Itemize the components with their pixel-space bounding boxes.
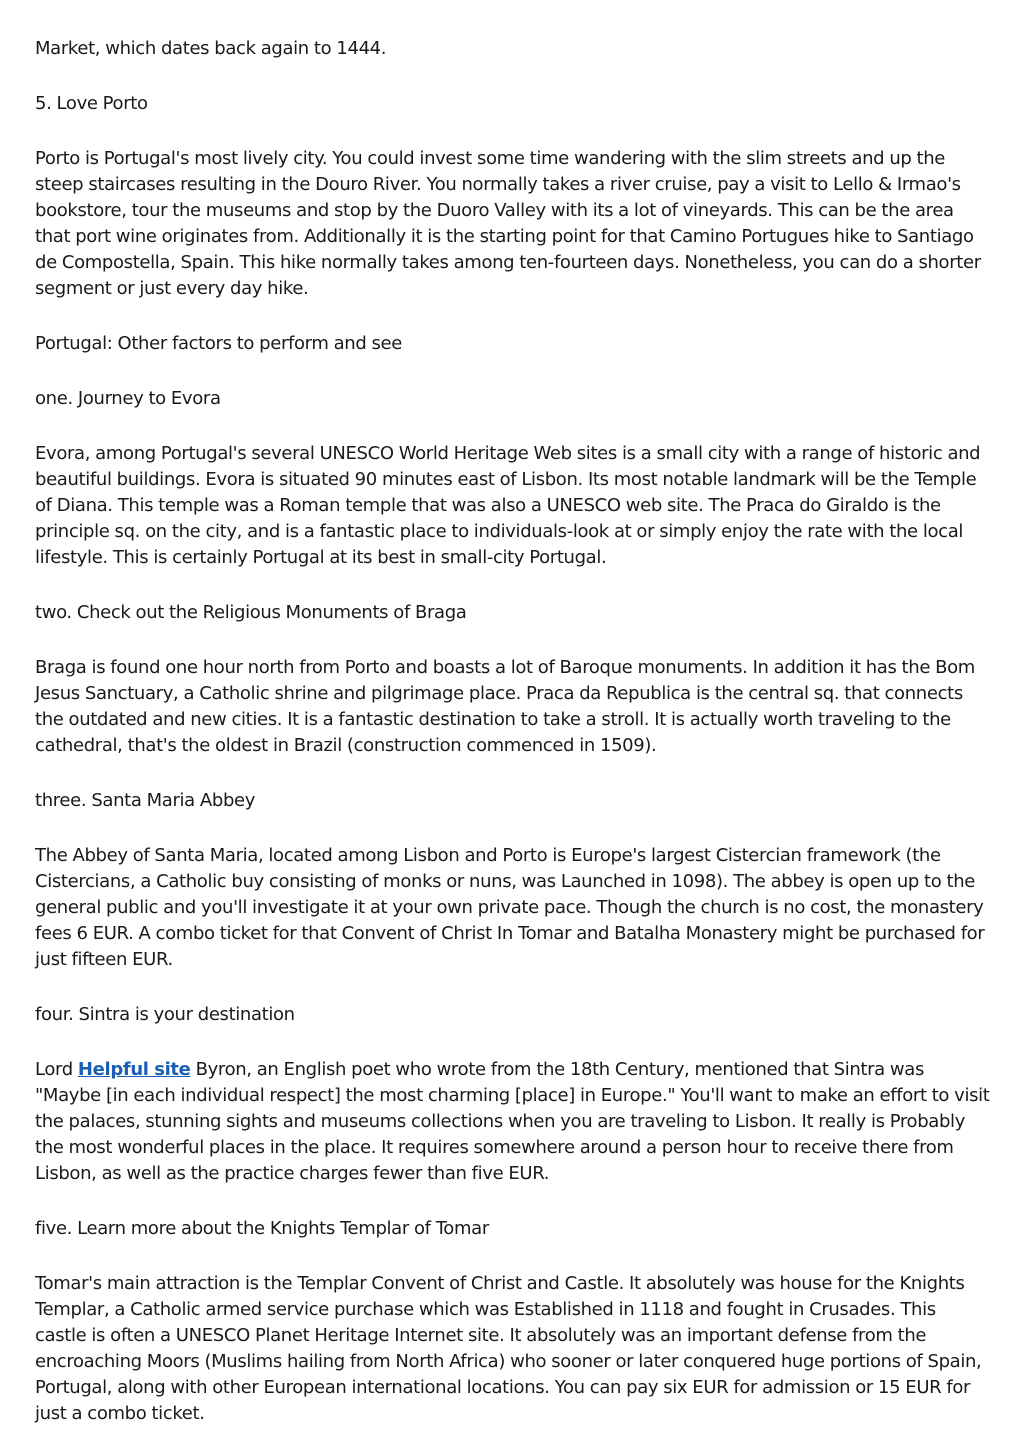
paragraph-santa-maria: The Abbey of Santa Maria, located among Lisbon and Porto is Europe's largest Cistercian framework (the Cistercians, a Catholic buy consisting of monks or nuns, was Launched in 1098). The abbey is open up to the general public and you'll investigate it at your own private pace. Though the church is no cost, the monastery fees 6 EUR. A combo ticket for that Convent of Christ In Tomar and Batalha Monastery might be purchased for just fifteen EUR. (35, 845, 985, 970)
heading-tomar: five. Learn more about the Knights Templar of Tomar (35, 1218, 489, 1239)
heading-braga: two. Check out the Religious Monuments of Braga (35, 602, 467, 623)
heading-love-porto: 5. Love Porto (35, 93, 148, 114)
helpful-site-link[interactable]: Helpful site (77, 1059, 191, 1080)
heading-other-things: Portugal: Other factors to perform and see (35, 333, 402, 354)
heading-evora: one. Journey to Evora (35, 388, 221, 409)
paragraph-tomar: Tomar's main attraction is the Templar Convent of Christ and Castle. It absolutely was house for the Knights Templar, a Catholic armed service purchase which was Established in 1118 and fought in Crusades. This castle is often a UNESCO Planet Heritage Internet site. It absolutely was an important defense from the encroaching Moors (Muslims hailing from North Africa) who sooner or later conquered huge portions of Spain, Portugal, along with other European international locations. You can pay six EUR for admission or 15 EUR for just a combo ticket. (35, 1273, 982, 1424)
paragraph-sintra (35, 1057, 990, 1187)
paragraph-braga: Braga is found one hour north from Porto and boasts a lot of Baroque monuments. In addition it has the Bom Jesus Sanctuary, a Catholic shrine and pilgrimage place. Praca da Republica is the central sq. that connects the outdated and new cities. It is a fantastic destination to take a stroll. It is actually worth traveling to the cathedral, that's the oldest in Brazil (construction commenced in 1509). (35, 657, 975, 756)
heading-sintra: four. Sintra is your destination (35, 1004, 295, 1025)
sintra-text-before: Lord (35, 1059, 73, 1080)
paragraph-evora: Evora, among Portugal's several UNESCO World Heritage Web sites is a small city with a range of historic and beautiful buildings. Evora is situated 90 minutes east of Lisbon. Its most notable landmark will be the Temple of Diana. This temple was a Roman temple that was also a UNESCO web site. The Praca do Giraldo is the principle sq. on the city, and is a fantastic place to individuals-look at or simply enjoy the rate with the local lifestyle. This is certainly Portugal at its best in small-city Portugal. (35, 443, 981, 568)
sintra-text-after: Byron, an English poet who wrote from the 18th Century, mentioned that Sintra was "Maybe [in each individual respect] the most charming [place] in Europe." You'll want to make an effort to visit the palaces, stunning sights and museums collections when you are traveling to Lisbon. It really is Probably the most wonderful places in the place. It requires somewhere around a person hour to receive there from Lisbon, as well as the practice charges fewer than five EUR. (35, 1059, 990, 1184)
heading-santa-maria: three. Santa Maria Abbey (35, 790, 256, 811)
paragraph-market-date: Market, which dates back again to 1444. (35, 38, 387, 59)
article-body (35, 36, 990, 1456)
paragraph-porto: Porto is Portugal's most lively city. You could invest some time wandering with the slim streets and up the steep staircases resulting in the Douro River. You normally takes a river cruise, pay a visit to Lello & Irmao's bookstore, tour the museums and stop by the Duoro Valley with its a lot of vineyards. This can be the area that port wine originates from. Additionally it is the starting point for that Camino Portugues hike to Santiago de Compostella, Spain. This hike normally takes among ten-fourteen days. Nonetheless, you can do a shorter segment or just every day hike. (35, 148, 981, 299)
